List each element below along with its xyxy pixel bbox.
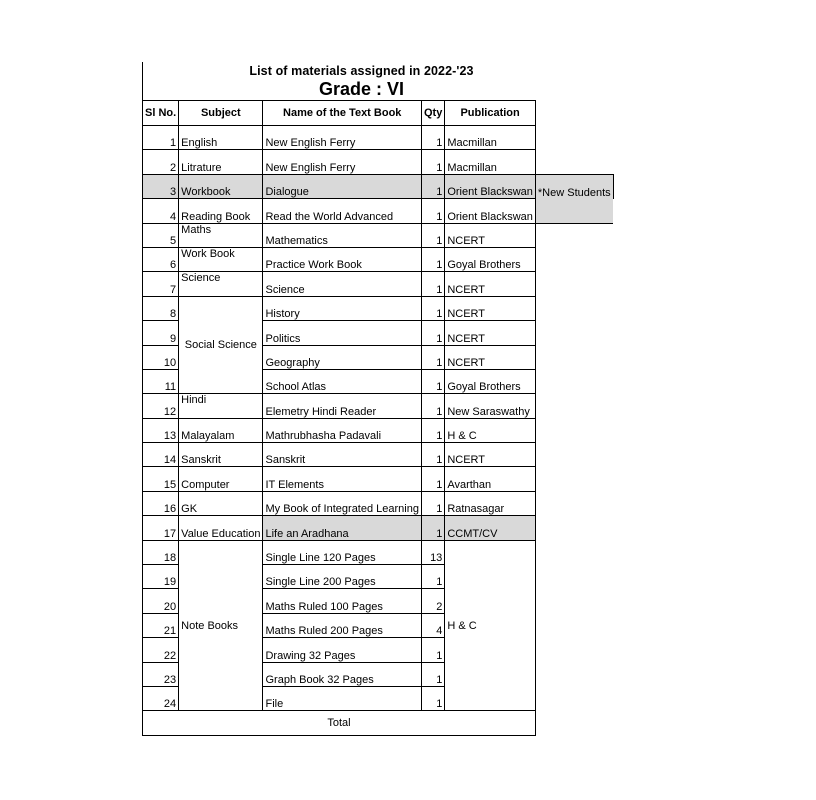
table-row xyxy=(143,199,614,223)
book-cell: Mathrubhasha Padavali xyxy=(263,418,421,442)
book-cell: Politics xyxy=(263,321,421,345)
publication-cell: NCERT xyxy=(445,223,536,247)
sl-cell: 18 xyxy=(143,540,179,564)
book-cell: Maths Ruled 200 Pages xyxy=(263,613,421,637)
qty-cell: 1 xyxy=(421,565,444,589)
qty-cell: 1 xyxy=(421,126,444,150)
subject-cell: Litrature xyxy=(179,150,263,174)
book-cell: Graph Book 32 Pages xyxy=(263,662,421,686)
sl-cell: 7 xyxy=(143,272,179,296)
subject-cell-note-books: Note Books xyxy=(179,540,263,711)
book-cell: History xyxy=(263,296,421,320)
book-cell: Dialogue xyxy=(263,174,421,198)
subject-cell: Reading Book xyxy=(179,199,263,223)
note-cell xyxy=(535,199,613,223)
book-cell: New English Ferry xyxy=(263,150,421,174)
book-cell: IT Elements xyxy=(263,467,421,491)
table-row xyxy=(143,296,614,320)
table-row xyxy=(143,491,614,515)
qty-cell: 1 xyxy=(421,418,444,442)
table-row xyxy=(143,418,614,442)
table-row xyxy=(143,247,614,271)
blank-cell xyxy=(535,101,613,126)
sl-cell: 14 xyxy=(143,443,179,467)
col-header-subject: Subject xyxy=(179,101,263,126)
qty-cell: 1 xyxy=(421,247,444,271)
total-row xyxy=(143,711,614,735)
new-students-note: *New Students xyxy=(535,174,613,198)
col-header-book: Name of the Text Book xyxy=(263,101,421,126)
publication-cell: NCERT xyxy=(445,272,536,296)
book-cell: Single Line 200 Pages xyxy=(263,565,421,589)
blank-cell xyxy=(535,321,613,345)
sl-cell: 23 xyxy=(143,662,179,686)
blank-cell xyxy=(535,223,613,247)
sl-cell: 20 xyxy=(143,589,179,613)
book-cell: Elemetry Hindi Reader xyxy=(263,394,421,418)
sl-cell: 10 xyxy=(143,345,179,369)
sl-cell: 2 xyxy=(143,150,179,174)
blank-cell xyxy=(535,418,613,442)
table-header-row xyxy=(143,101,614,126)
qty-cell: 1 xyxy=(421,272,444,296)
sl-cell: 16 xyxy=(143,491,179,515)
sl-cell: 22 xyxy=(143,638,179,662)
subject-cell: Computer xyxy=(179,467,263,491)
qty-cell: 1 xyxy=(421,296,444,320)
blank-cell xyxy=(535,150,613,174)
qty-cell: 1 xyxy=(421,638,444,662)
book-cell: Practice Work Book xyxy=(263,247,421,271)
publication-cell: CCMT/CV xyxy=(445,516,536,540)
publication-cell: Goyal Brothers xyxy=(445,247,536,271)
publication-cell: Orient Blackswan xyxy=(445,174,536,198)
publication-cell: NCERT xyxy=(445,443,536,467)
sl-cell: 21 xyxy=(143,613,179,637)
blank-cell xyxy=(535,467,613,491)
subject-cell: Maths xyxy=(179,223,263,247)
col-header-sl: Sl No. xyxy=(143,101,179,126)
qty-cell: 1 xyxy=(421,662,444,686)
blank-cell xyxy=(535,540,613,564)
publication-cell: NCERT xyxy=(445,345,536,369)
publication-cell: Macmillan xyxy=(445,126,536,150)
subject-cell: Hindi xyxy=(179,394,263,418)
book-cell: File xyxy=(263,686,421,710)
qty-cell: 1 xyxy=(421,443,444,467)
blank-cell xyxy=(535,711,613,735)
subject-cell: Workbook xyxy=(179,174,263,198)
publication-cell: NCERT xyxy=(445,296,536,320)
book-cell: Mathematics xyxy=(263,223,421,247)
qty-cell: 4 xyxy=(421,613,444,637)
sl-cell: 5 xyxy=(143,223,179,247)
sl-cell: 3 xyxy=(143,174,179,198)
publication-cell-note-books: H & C xyxy=(445,540,536,711)
blank-cell xyxy=(535,662,613,686)
qty-cell: 1 xyxy=(421,516,444,540)
qty-cell: 1 xyxy=(421,686,444,710)
blank-cell xyxy=(535,613,613,637)
table-row xyxy=(143,272,614,296)
qty-cell: 1 xyxy=(421,199,444,223)
col-header-publication: Publication xyxy=(445,101,536,126)
subject-cell-social-science: Social Science xyxy=(179,296,263,394)
grade-heading: Grade : VI xyxy=(318,79,405,99)
qty-cell: 1 xyxy=(421,223,444,247)
blank-cell xyxy=(535,638,613,662)
sl-cell: 12 xyxy=(143,394,179,418)
book-cell: School Atlas xyxy=(263,369,421,393)
qty-cell: 1 xyxy=(421,491,444,515)
book-cell: New English Ferry xyxy=(263,126,421,150)
table-row xyxy=(143,467,614,491)
blank-cell xyxy=(535,369,613,393)
sl-cell: 17 xyxy=(143,516,179,540)
table-row xyxy=(143,223,614,247)
book-cell: Geography xyxy=(263,345,421,369)
table-row xyxy=(143,443,614,467)
subject-cell: Value Education xyxy=(179,516,263,540)
blank-cell xyxy=(535,443,613,467)
publication-cell: Orient Blackswan xyxy=(445,199,536,223)
book-cell: Sanskrit xyxy=(263,443,421,467)
table-row xyxy=(143,540,614,564)
title-block xyxy=(142,62,580,100)
sl-cell: 19 xyxy=(143,565,179,589)
blank-cell xyxy=(535,589,613,613)
qty-cell: 1 xyxy=(421,369,444,393)
sl-cell: 6 xyxy=(143,247,179,271)
qty-cell: 1 xyxy=(421,394,444,418)
subject-cell: Sanskrit xyxy=(179,443,263,467)
blank-cell xyxy=(535,345,613,369)
publication-cell: Goyal Brothers xyxy=(445,369,536,393)
qty-cell: 1 xyxy=(421,345,444,369)
table-row xyxy=(143,150,614,174)
publication-cell: New Saraswathy xyxy=(445,394,536,418)
publication-cell: Macmillan xyxy=(445,150,536,174)
table-row xyxy=(143,394,614,418)
blank-cell xyxy=(535,272,613,296)
publication-cell: Ratnasagar xyxy=(445,491,536,515)
publication-cell: H & C xyxy=(445,418,536,442)
subject-cell: GK xyxy=(179,491,263,515)
blank-cell xyxy=(535,565,613,589)
blank-cell xyxy=(535,296,613,320)
book-cell: Maths Ruled 100 Pages xyxy=(263,589,421,613)
sl-cell: 13 xyxy=(143,418,179,442)
publication-cell: NCERT xyxy=(445,321,536,345)
book-cell: My Book of Integrated Learning xyxy=(263,491,421,515)
blank-cell xyxy=(535,126,613,150)
subject-cell: Malayalam xyxy=(179,418,263,442)
sl-cell: 11 xyxy=(143,369,179,393)
subject-cell: English xyxy=(179,126,263,150)
blank-cell xyxy=(535,247,613,271)
materials-table xyxy=(142,100,614,736)
sl-cell: 8 xyxy=(143,296,179,320)
book-cell: Read the World Advanced xyxy=(263,199,421,223)
subject-cell: Work Book xyxy=(179,247,263,271)
sl-cell: 24 xyxy=(143,686,179,710)
qty-cell: 1 xyxy=(421,150,444,174)
publication-cell: Avarthan xyxy=(445,467,536,491)
table-row xyxy=(143,516,614,540)
total-label: Total xyxy=(143,711,536,735)
qty-cell: 13 xyxy=(421,540,444,564)
blank-cell xyxy=(535,686,613,710)
sl-cell: 4 xyxy=(143,199,179,223)
qty-cell: 2 xyxy=(421,589,444,613)
table-row xyxy=(143,174,614,198)
col-header-qty: Qty xyxy=(421,101,444,126)
table-row xyxy=(143,126,614,150)
subject-cell: Science xyxy=(179,272,263,296)
book-cell: Science xyxy=(263,272,421,296)
sl-cell: 15 xyxy=(143,467,179,491)
sl-cell: 1 xyxy=(143,126,179,150)
book-cell: Single Line 120 Pages xyxy=(263,540,421,564)
book-cell: Life an Aradhana xyxy=(263,516,421,540)
blank-cell xyxy=(535,491,613,515)
qty-cell: 1 xyxy=(421,321,444,345)
qty-cell: 1 xyxy=(421,467,444,491)
sl-cell: 9 xyxy=(143,321,179,345)
qty-cell: 1 xyxy=(421,174,444,198)
blank-cell xyxy=(535,394,613,418)
sheet-title: List of materials assigned in 2022-'23 xyxy=(249,64,474,78)
blank-cell xyxy=(535,516,613,540)
book-cell: Drawing 32 Pages xyxy=(263,638,421,662)
